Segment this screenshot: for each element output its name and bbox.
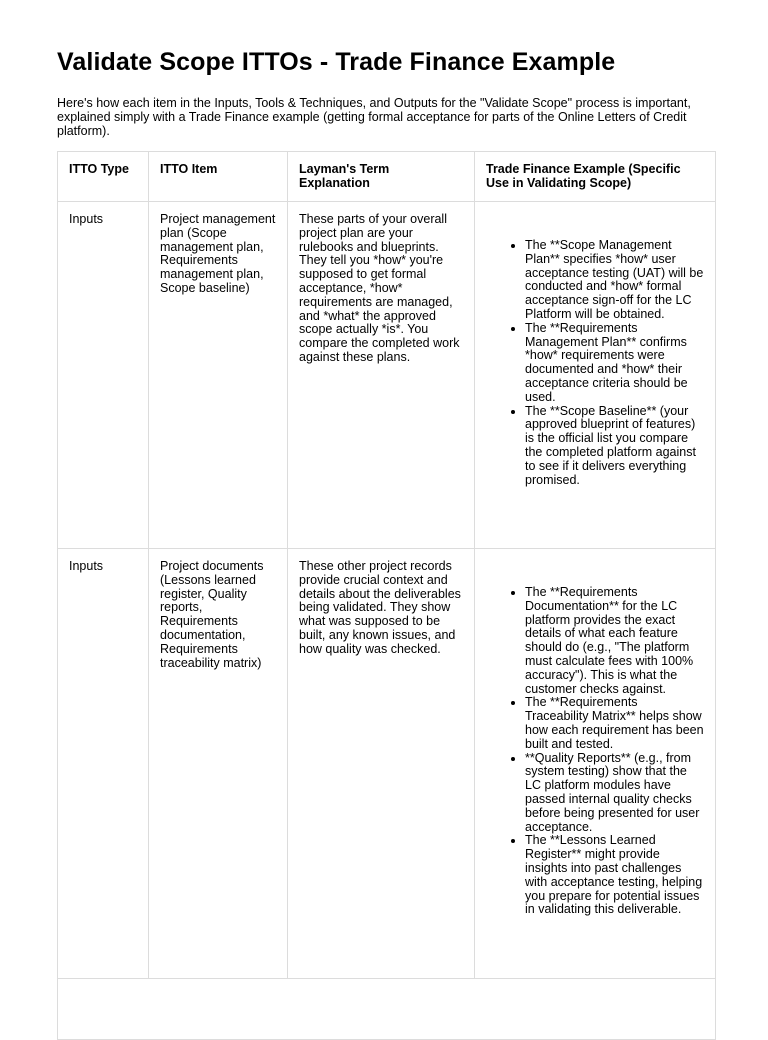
header-itto-type: ITTO Type [58,152,149,202]
itto-table [57,151,716,1040]
header-trade-finance-example: Trade Finance Example (Specific Use in Validating Scope) [475,152,716,202]
example-list [486,586,704,917]
example-list-item: • The **Requirements Management Plan** confirms *how* requirements were documented and *how* their acceptance criteria should be used. [525,322,704,405]
example-list-item: • The **Scope Management Plan** specifies *how* user acceptance testing (UAT) will be conducted and *how* formal acceptance sign-off for the LC Platform will be obtained. [525,239,704,322]
cell-example [475,202,716,549]
cell-itto-type: Inputs [58,202,149,549]
header-layman-explanation: Layman's Term Explanation [288,152,475,202]
example-list-item: • **Quality Reports** (e.g., from system testing) show that the LC platform modules have passed internal quality checks before being presented for user acceptance. [525,752,704,835]
example-list-item: • The **Lessons Learned Register** might provide insights into past challenges with acceptance testing, helping you prepare for potential issues in validating this deliverable. [525,834,704,917]
table-row [58,202,716,549]
header-itto-item: ITTO Item [149,152,288,202]
cell-itto-item: Project documents (Lessons learned register, Quality reports, Requirements documentation, Requirements traceability matrix) [149,549,288,979]
example-list-item: • The **Requirements Traceability Matrix** helps show how each requirement has been built and tested. [525,696,704,751]
cell-explanation: These other project records provide crucial context and details about the deliverables being validated. They show what was supposed to be built, any known issues, and how quality was checked. [288,549,475,979]
table-header-row [58,152,716,202]
table-row-partial [58,979,716,1040]
intro-paragraph: Here's how each item in the Inputs, Tools & Techniques, and Outputs for the "Validate Scope" process is important, explained simply with a Trade Finance example (getting formal acceptance for parts of the Online Letters of Credit platform). [57,96,691,138]
itto-table-wrapper [57,151,716,1040]
cell-itto-type: Inputs [58,549,149,979]
cell-example [475,549,716,979]
example-list [486,239,704,487]
cell-explanation: These parts of your overall project plan are your rulebooks and blueprints. They tell you *how* you're supposed to get formal acceptance, *how* requirements are managed, and *what* the approved scope actually *is*. You compare the completed work against these plans. [288,202,475,549]
example-list-item: • The **Scope Baseline** (your approved blueprint of features) is the official list you compare the completed platform against to see if it delivers everything promised. [525,405,704,488]
page-title: Validate Scope ITTOs - Trade Finance Example [57,48,616,76]
example-list-item: • The **Requirements Documentation** for the LC platform provides the exact details of what each feature should do (e.g., "The platform must calculate fees with 100% accuracy"). This is what the customer checks against. [525,586,704,696]
cell-itto-item: Project management plan (Scope management plan, Requirements management plan, Scope baseline) [149,202,288,549]
cell-cutoff [58,979,716,1040]
table-row [58,549,716,979]
